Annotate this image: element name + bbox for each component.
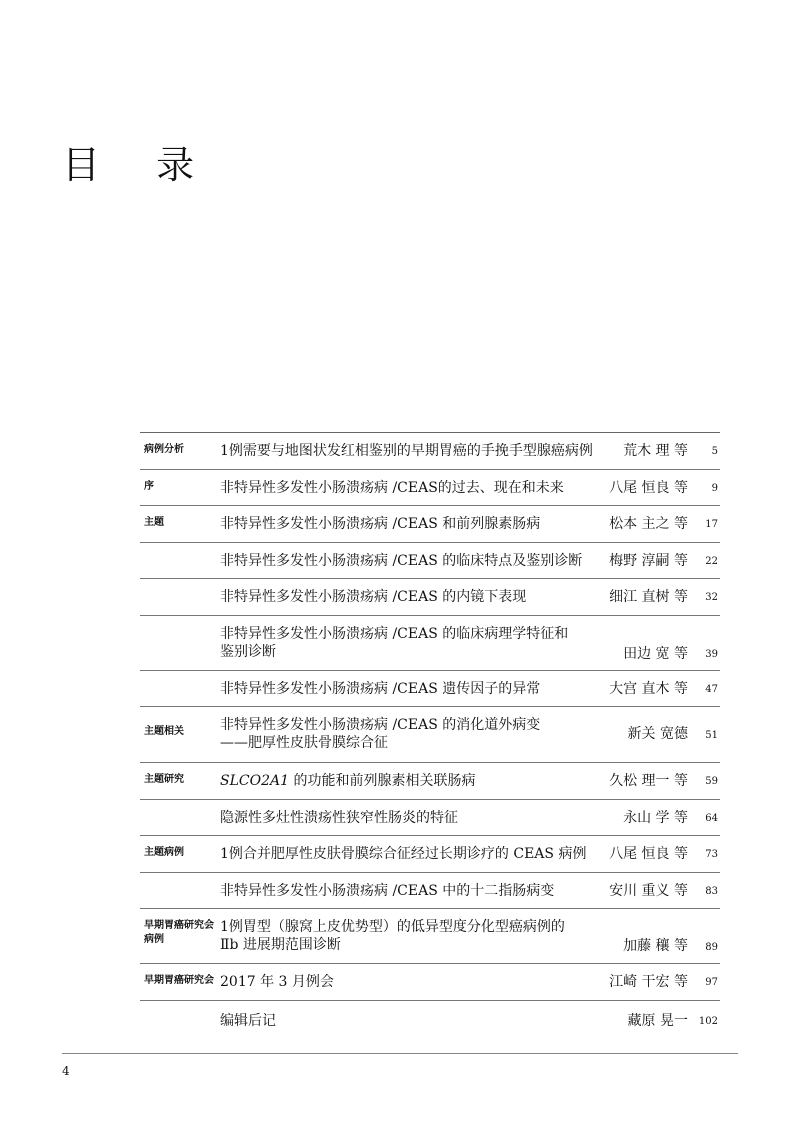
toc-entry[interactable] <box>140 671 720 707</box>
toc-entry[interactable] <box>140 964 720 1001</box>
toc-entry[interactable] <box>140 836 720 873</box>
toc-page: 9 <box>711 483 718 494</box>
toc-author: 加藤 穰 等 <box>623 938 688 954</box>
toc-category: 序 <box>144 481 154 492</box>
toc-author: 荒木 理 等 <box>623 443 688 459</box>
toc-title: 隐源性多灶性溃疡性狭窄性肠炎的特征 <box>220 810 458 826</box>
toc-title: 2017 年 3 月例会 <box>220 974 334 990</box>
toc-category: 早期胃癌研究会 <box>144 975 214 986</box>
toc-author: 大宫 直木 等 <box>609 681 688 697</box>
toc-author: 久松 理一 等 <box>609 773 688 789</box>
toc-page: 47 <box>705 684 718 695</box>
toc-category: 早期胃癌研究会 病例 <box>144 920 214 945</box>
page-number: 4 <box>62 1064 70 1078</box>
toc-title: 非特异性多发性小肠溃疡病 /CEAS 遗传因子的异常 <box>220 681 541 697</box>
toc-author: 永山 学 等 <box>623 810 688 826</box>
toc-category: 主题 <box>144 517 164 528</box>
toc-entry[interactable] <box>140 909 720 964</box>
toc-entry[interactable] <box>140 616 720 671</box>
toc-author: 藏原 晃一 <box>627 1013 688 1029</box>
toc-title: 1例合并肥厚性皮肤骨膜综合征经过长期诊疗的 CEAS 病例 <box>220 846 587 862</box>
toc-page: 22 <box>705 556 718 567</box>
toc-entry[interactable] <box>140 433 720 470</box>
toc-entry[interactable] <box>140 763 720 800</box>
toc-title: 非特异性多发性小肠溃疡病 /CEAS 的临床特点及鉴别诊断 <box>220 553 583 569</box>
toc-entry[interactable] <box>140 800 720 836</box>
toc-page: 39 <box>705 649 718 660</box>
toc-author: 新关 宽德 <box>627 726 688 742</box>
toc-page: 102 <box>698 1016 718 1027</box>
toc-entry[interactable] <box>140 707 720 763</box>
toc-title: 非特异性多发性小肠溃疡病 /CEAS 和前列腺素肠病 <box>220 516 541 532</box>
toc-page: 17 <box>705 519 718 530</box>
toc-author: 江崎 干宏 等 <box>609 974 688 990</box>
toc-entry[interactable] <box>140 506 720 543</box>
toc-title: 编辑后记 <box>220 1013 276 1029</box>
toc-title-italic: SLCO2A1 <box>220 773 290 789</box>
toc-page: 51 <box>705 730 718 741</box>
toc-page: 83 <box>705 886 718 897</box>
toc-title: 1例需要与地图状发红相鉴别的早期胃癌的手挽手型腺癌病例 <box>220 443 593 459</box>
toc-title: SLCO2A1 的功能和前列腺素相关联肠病 <box>220 773 476 789</box>
toc-page: 97 <box>705 977 718 988</box>
toc-entry[interactable] <box>140 470 720 506</box>
toc-category: 主题相关 <box>144 726 184 737</box>
toc-title: 非特异性多发性小肠溃疡病 /CEAS 的临床病理学特征和 鉴别诊断 <box>220 626 569 660</box>
toc-category: 主题研究 <box>144 774 184 785</box>
toc-title: 非特异性多发性小肠溃疡病 /CEAS的过去、现在和未来 <box>220 480 564 496</box>
toc-title: 非特异性多发性小肠溃疡病 /CEAS 的内镜下表现 <box>220 589 527 605</box>
toc-title: 非特异性多发性小肠溃疡病 /CEAS 中的十二指肠病变 <box>220 883 555 899</box>
toc-author: 八尾 恒良 等 <box>609 480 688 496</box>
toc-category: 主题病例 <box>144 847 184 858</box>
toc-page: 89 <box>705 942 718 953</box>
toc-page: 59 <box>705 776 718 787</box>
toc-entry[interactable] <box>140 1001 720 1036</box>
toc-entry[interactable] <box>140 873 720 909</box>
toc-author: 松本 主之 等 <box>609 516 688 532</box>
page-title: 目 录 <box>62 143 217 187</box>
toc-author: 细江 直树 等 <box>609 589 688 605</box>
toc-author: 田边 宽 等 <box>623 646 688 662</box>
toc-title: 1例胃型（腺窝上皮优势型）的低异型度分化型癌病例的 Ⅱb 进展期范围诊断 <box>220 919 565 953</box>
toc-category: 病例分析 <box>144 444 184 455</box>
toc-entry[interactable] <box>140 543 720 579</box>
toc-author: 安川 重义 等 <box>609 883 688 899</box>
toc-page: 73 <box>705 849 718 860</box>
toc-page: 64 <box>705 813 718 824</box>
toc-author: 梅野 淳嗣 等 <box>609 553 688 569</box>
toc-title: 非特异性多发性小肠溃疡病 /CEAS 的消化道外病变 ——肥厚性皮肤骨膜综合征 <box>220 717 541 751</box>
table-of-contents <box>140 432 720 1036</box>
toc-entry[interactable] <box>140 579 720 616</box>
footer-rule <box>62 1053 738 1054</box>
toc-page: 32 <box>705 592 718 603</box>
toc-author: 八尾 恒良 等 <box>609 846 688 862</box>
toc-page: 5 <box>711 446 718 457</box>
